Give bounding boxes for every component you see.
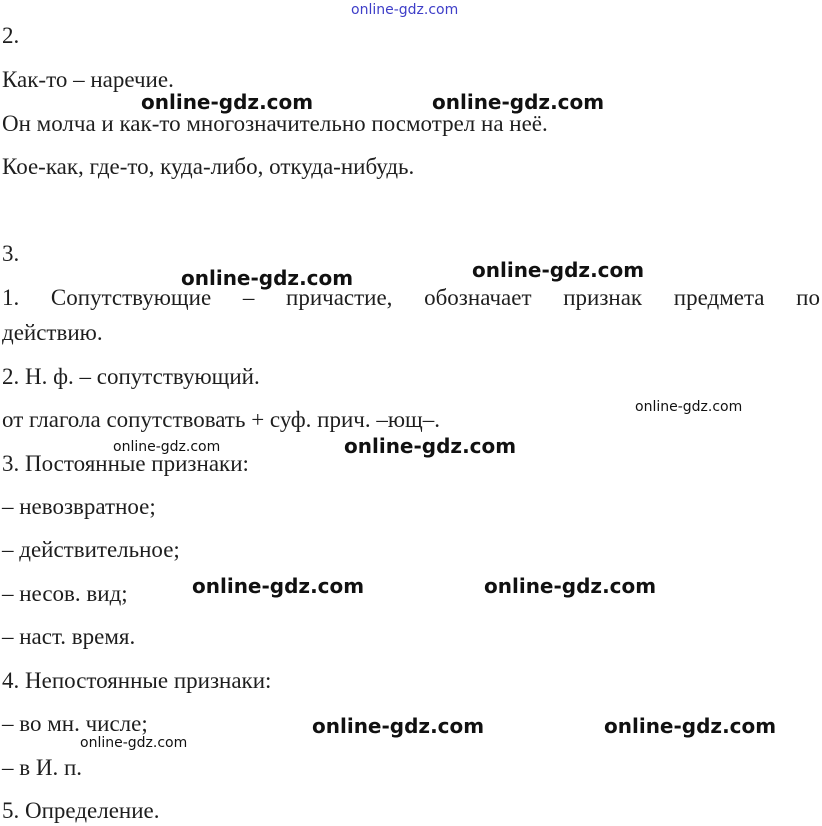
watermark: online-gdz.com xyxy=(432,90,605,114)
watermark: online-gdz.com xyxy=(181,266,354,290)
watermark: online-gdz.com xyxy=(344,434,517,458)
list-item: – невозвратное; xyxy=(2,494,156,519)
list-item: – в И. п. xyxy=(2,755,83,780)
constant-features-title: 3. Постоянные признаки: xyxy=(2,451,249,476)
watermark: online-gdz.com xyxy=(312,714,485,738)
watermark: online-gdz.com xyxy=(192,574,365,598)
derivation: от глагола сопутствовать + суф. прич. –ющ–. xyxy=(2,407,440,432)
initial-form: 2. Н. ф. – сопутствующий. xyxy=(2,364,260,389)
participle-definition-cont: действию. xyxy=(2,320,103,345)
participle-definition: 1. Сопутствующие – причастие, обозначает признак предмета по xyxy=(2,285,820,310)
paragraph-adverb: Как-то – наречие. xyxy=(2,67,174,92)
list-item: – наст. время. xyxy=(2,624,136,649)
variable-features-title: 4. Непостоянные признаки: xyxy=(2,668,272,693)
watermark: online-gdz.com xyxy=(113,439,221,455)
example-sentence: Он молча и как-то многозначительно посмотрел на неё. xyxy=(2,111,548,136)
watermark: online-gdz.com xyxy=(80,735,188,751)
syntactic-role: 5. Определение. xyxy=(2,798,160,823)
watermark: online-gdz.com xyxy=(635,399,743,415)
list-item: – несов. вид; xyxy=(2,581,128,606)
watermark: online-gdz.com xyxy=(484,574,657,598)
task-number-2: 2. xyxy=(2,23,20,48)
watermark: online-gdz.com xyxy=(604,714,777,738)
list-item: – действительное; xyxy=(2,537,180,562)
task-number-3: 3. xyxy=(2,241,20,266)
watermark: online-gdz.com xyxy=(472,258,645,282)
list-item: – во мн. числе; xyxy=(2,711,148,736)
watermark: online-gdz.com xyxy=(141,90,314,114)
adverb-list: Кое-как, где-то, куда-либо, откуда-нибудь. xyxy=(2,154,415,179)
watermark: online-gdz.com xyxy=(351,2,459,18)
